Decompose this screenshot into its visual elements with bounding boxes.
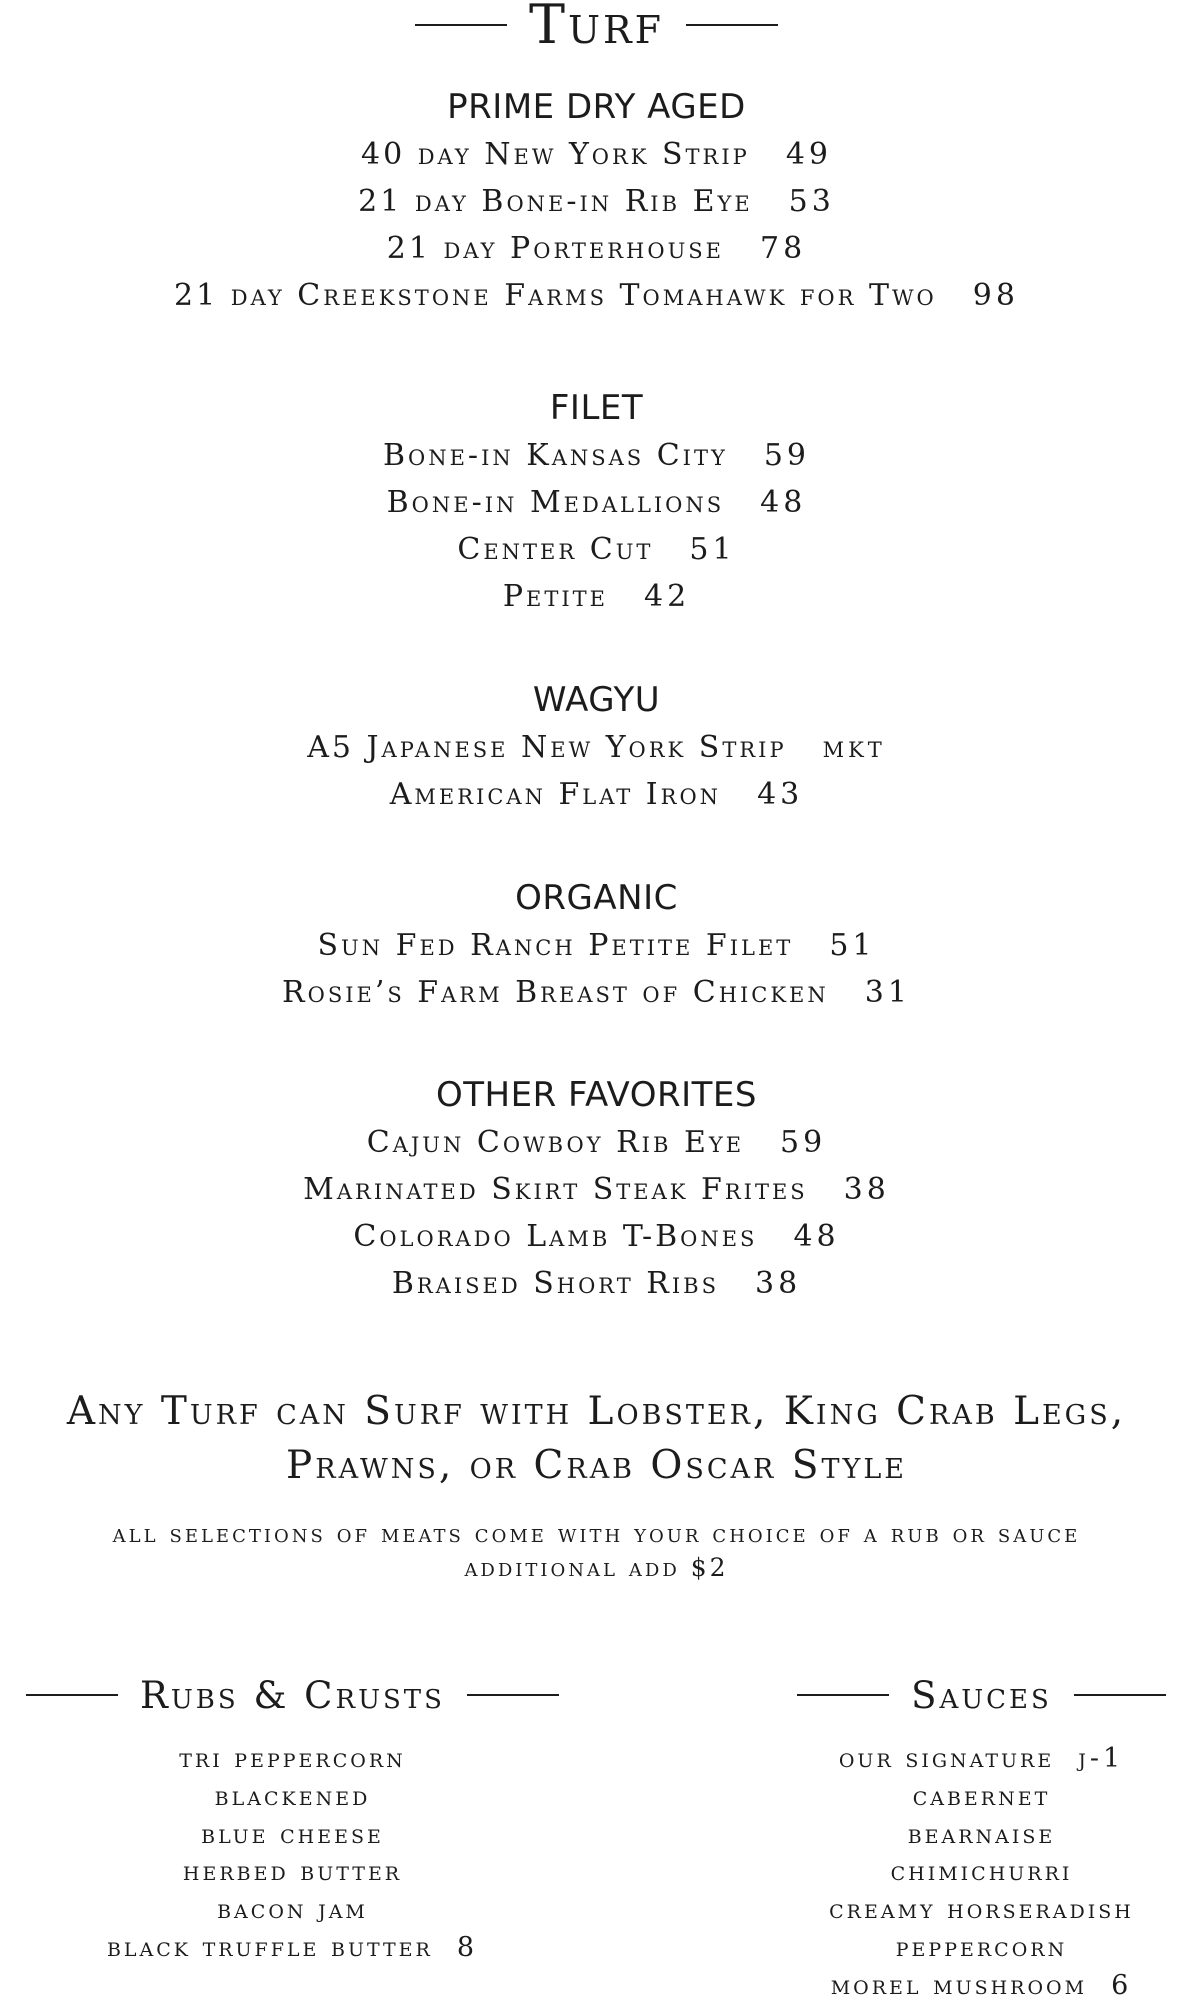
surf-line: Any Turf can Surf with Lobster, King Crab Legs,	[66, 1389, 1127, 1434]
item-price: 42	[643, 579, 691, 614]
menu-item	[0, 922, 1193, 969]
section-wagyu	[0, 676, 1193, 818]
item-name: blackened	[214, 1780, 371, 1812]
menu-item	[0, 432, 1193, 479]
item-name: blue cheese	[201, 1818, 384, 1850]
item-name: morel mushroom	[830, 1969, 1088, 2001]
item-name: bearnaise	[907, 1818, 1056, 1850]
menu-item	[0, 724, 1193, 771]
item-price: 8	[456, 1931, 479, 1963]
item-name: Braised Short Ribs	[391, 1266, 719, 1301]
page-title: Turf	[528, 0, 665, 56]
section-prime-dry-aged	[0, 83, 1193, 319]
item-name: 21 day Porterhouse	[386, 231, 724, 266]
menu-item	[0, 178, 1193, 225]
menu-item	[0, 526, 1193, 573]
title-rule-right	[686, 24, 778, 26]
section-other-favorites	[0, 1071, 1193, 1307]
list-item	[770, 1929, 1193, 1967]
item-price: 49	[785, 137, 832, 172]
section-organic	[0, 874, 1193, 1016]
item-price: 38	[755, 1266, 802, 1301]
item-name: peppercorn	[895, 1931, 1068, 1963]
item-name: American Flat Iron	[389, 777, 722, 812]
list-item	[0, 1778, 585, 1816]
item-name: tri peppercorn	[179, 1743, 406, 1774]
item-name: Rosie’s Farm Breast of Chicken	[282, 975, 829, 1010]
item-name: A5 Japanese New York Strip	[307, 730, 787, 765]
rubs-heading-row	[0, 1670, 585, 1720]
item-price: 31	[864, 975, 911, 1010]
item-name: Bone-in Medallions	[386, 485, 725, 520]
menu-item	[0, 1213, 1193, 1260]
rubs-list	[0, 1740, 585, 1967]
menu-item	[0, 225, 1193, 272]
menu-item	[0, 479, 1193, 526]
item-price: 59	[763, 438, 811, 473]
item-name: Bone-in Kansas City	[382, 438, 728, 473]
item-name: chimichurri	[890, 1856, 1073, 1888]
item-name: 40 day New York Strip	[360, 137, 750, 172]
menu-item	[0, 272, 1193, 319]
list-item	[770, 1816, 1193, 1854]
list-item	[0, 1929, 585, 1967]
item-name: Center Cut	[457, 532, 654, 567]
item-price: 59	[780, 1125, 827, 1160]
sauces-column	[770, 1670, 1193, 2005]
item-price: 48	[793, 1219, 840, 1254]
title-rule-left	[415, 24, 507, 26]
item-name: Colorado Lamb T-Bones	[353, 1219, 758, 1254]
list-item	[770, 1891, 1193, 1929]
item-name: black truffle butter	[106, 1931, 433, 1963]
sauces-title: Sauces	[911, 1673, 1052, 1717]
item-price: 78	[760, 231, 807, 266]
item-name: Sun Fed Ranch Petite Filet	[317, 928, 794, 963]
sauces-rule-left	[797, 1694, 889, 1696]
menu-item	[0, 131, 1193, 178]
list-item	[0, 1816, 585, 1854]
list-item	[770, 1740, 1193, 1778]
list-item	[0, 1891, 585, 1929]
section-heading: OTHER FAVORITES	[436, 1075, 757, 1115]
menu-item	[0, 573, 1193, 620]
menu-item	[0, 1119, 1193, 1166]
menu-item	[0, 771, 1193, 818]
note-line: additional add $2	[464, 1553, 729, 1582]
item-price: 51	[829, 928, 876, 963]
item-name: our signature	[838, 1743, 1055, 1774]
item-name: herbed butter	[182, 1856, 403, 1888]
item-price: 6	[1111, 1969, 1133, 2001]
item-price: 43	[757, 777, 804, 812]
item-name: creamy horseradish	[829, 1894, 1134, 1926]
item-name: Cajun Cowboy Rib Eye	[366, 1125, 745, 1160]
rubs-rule-left	[26, 1694, 118, 1696]
section-heading: WAGYU	[532, 680, 661, 720]
surf-line: Prawns, or Crab Oscar Style	[286, 1443, 907, 1488]
list-item	[770, 1778, 1193, 1816]
section-heading: FILET	[549, 388, 644, 428]
item-name: 21 day Creekstone Farms Tomahawk for Two	[174, 278, 937, 313]
section-heading: ORGANIC	[515, 878, 678, 918]
menu-item	[0, 1166, 1193, 1213]
list-item	[0, 1853, 585, 1891]
list-item	[770, 1967, 1193, 2005]
item-price: 38	[843, 1172, 890, 1207]
surf-upgrade-text	[0, 1385, 1193, 1493]
sauces-heading-row	[770, 1670, 1193, 1720]
sauces-rule-right	[1074, 1694, 1166, 1696]
item-price: j-1	[1078, 1743, 1125, 1774]
item-price: 48	[760, 485, 807, 520]
rub-sauce-note	[0, 1517, 1193, 1585]
rubs-title: Rubs & Crusts	[140, 1673, 445, 1717]
item-name: bacon jam	[217, 1894, 368, 1926]
sauces-list	[770, 1740, 1193, 2005]
item-price: mkt	[822, 730, 886, 765]
list-item	[770, 1853, 1193, 1891]
section-filet	[0, 384, 1193, 620]
note-line: all selections of meats come with your choice of a rub or sauce	[112, 1519, 1081, 1548]
item-name: Marinated Skirt Steak Frites	[303, 1172, 808, 1207]
menu-item	[0, 1260, 1193, 1307]
menu-item	[0, 969, 1193, 1016]
item-price: 98	[972, 278, 1019, 313]
list-item	[0, 1740, 585, 1778]
item-name: 21 day Bone-in Rib Eye	[358, 184, 753, 219]
item-name: cabernet	[912, 1780, 1051, 1812]
item-price: 51	[689, 532, 736, 567]
title-row	[0, 0, 1193, 56]
item-price: 53	[788, 184, 835, 219]
item-name: Petite	[502, 579, 608, 614]
rubs-crusts-column	[0, 1670, 585, 1967]
rubs-rule-right	[467, 1694, 559, 1696]
section-heading: PRIME DRY AGED	[447, 87, 746, 127]
